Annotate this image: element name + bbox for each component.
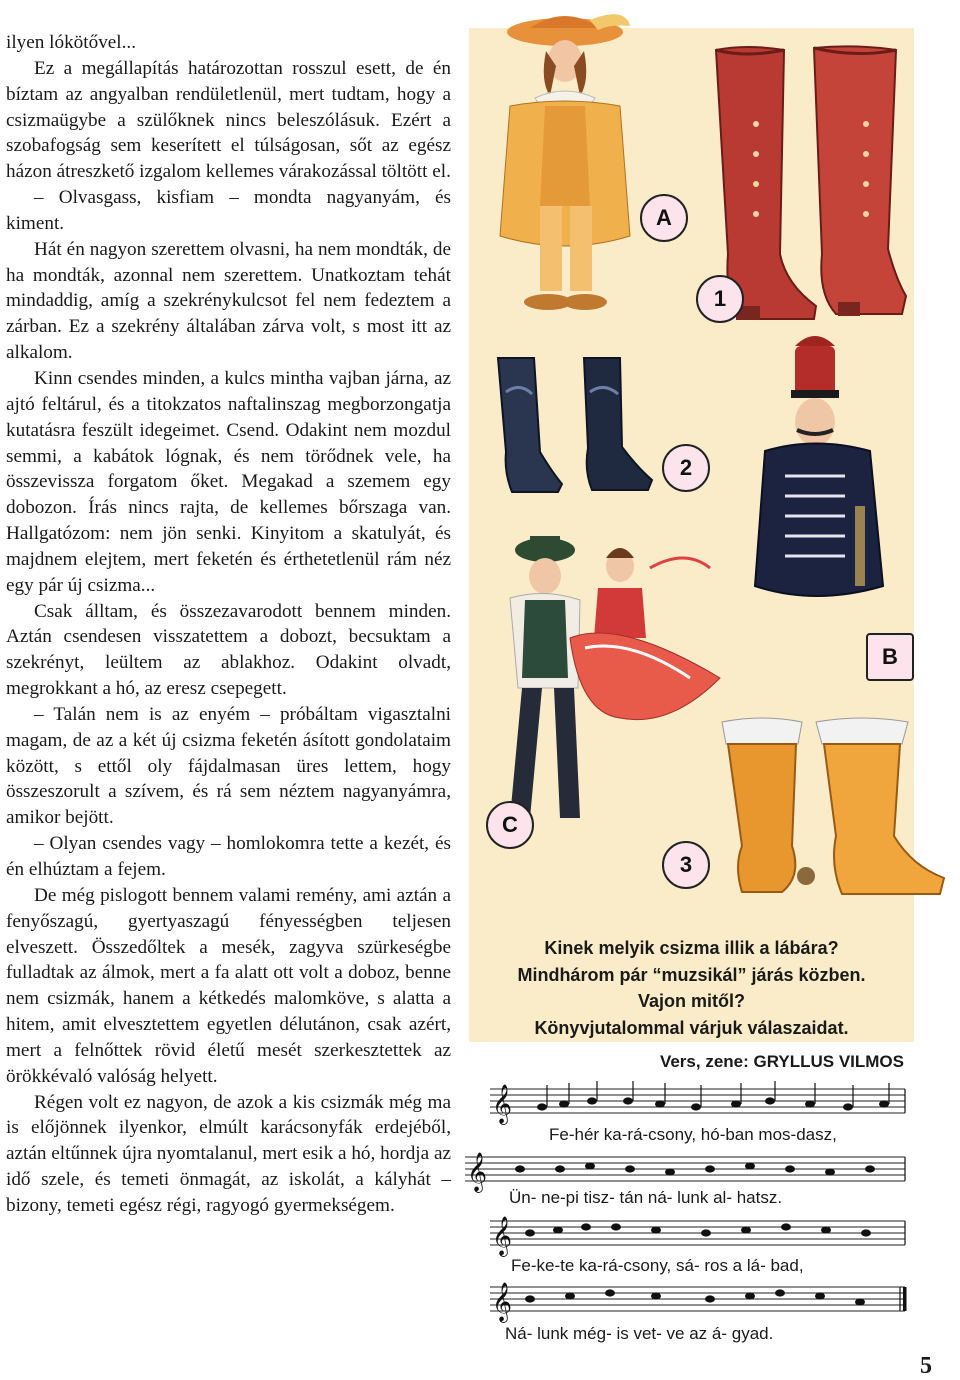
story-paragraph: Csak álltam, és összezavarodott bennem minden. Aztán csendesen visszatettem a dobozt, becsuktam a szekrényt, leültem az ablakhoz. Odakint olvadt, megrokkant a hó, az eresz csepegett. <box>6 600 451 700</box>
badge-one: 1 <box>696 275 744 323</box>
story-paragraph: – Talán nem is az enyém – próbáltam vigasztalni magam, de az a két új csizma feketén ásított gondolataim között, s ettől oly fájdalmasan üres lettem, hogy összeszorult a szívem, és rá sem néztem nagyanyámra, amikor bejött. <box>6 703 451 829</box>
story-paragraph: – Olyan csendes vagy – homlokomra tette a kezét, és én elhúztam a fejem. <box>6 833 451 880</box>
quiz-question <box>469 935 914 1041</box>
question-line: Könyvjutalommal várjuk válaszaidat. <box>534 1017 849 1038</box>
black-boots-illustration <box>492 352 662 497</box>
svg-text:𝄞: 𝄞 <box>492 1216 513 1256</box>
badge-b: B <box>866 633 914 681</box>
story-paragraph: ilyen lókötővel... <box>6 32 137 53</box>
svg-text:𝄞: 𝄞 <box>492 1282 513 1322</box>
story-paragraph: Kinn csendes minden, a kulcs mintha vajban járna, az ajtó feltárul, és a titokzatos naftalinszag megborzongatja kutatásra feszült idegeimet. Csend. Odakint nem mozdul semmi, a kabátok lógnak, és nem törődnek vele, ha összevissza forgatom őket. Megakad a szemem egy dobozon. Írás nincs rajta, de kellemes bőrszaga van. Hallgatózom: nem jön senki. Kinyitom a skatulyát, és majdnem elejtem, mert feketén és érthetetlenül rám néz egy pár új csizma... <box>6 367 451 596</box>
svg-text:𝄞: 𝄞 <box>492 1084 513 1124</box>
lyric-line: Ná- lunk még- is vet- ve az á- gyad. <box>505 1324 774 1343</box>
badge-two: 2 <box>662 444 710 492</box>
story-paragraph: De még pislogott bennem valami remény, ami aztán a fenyőszagú, gyertyaszagú fényességben teljesen elveszett. Összedőltek a mesék, zagyva szürkeségbe fulladtak az álmok, mert a fa alatt ott volt a doboz, benne nem csizmák, hanem a kétkedés malomköve, s alatta a hitem, amit elvesztettem egyetlen délutánon, csak azért, mert a felnőttek rövid életű mesét szerkesztettek az örökkévaló valóság helyett. <box>6 884 451 1087</box>
sheet-music <box>460 1075 920 1355</box>
yellow-boots-illustration <box>712 716 952 904</box>
story-paragraph: Hát én nagyon szerettem olvasni, ha nem mondták, de ha mondták, azonnal nem szerettem. Unatkoztam tehát mindaddig, amíg a szekrénykulcsot fel nem fedeztem a zárban. Ez a szekrény általában zárva volt, s most itt az alkalom. <box>6 238 451 364</box>
story-paragraph: Ez a megállapítás határozottan rosszul esett, de én bíztam az angyalban rendületlenül, mert tudtam, hogy a csizmaügybe a szülőknek nincs beleszólásuk. Ezért a szobafogság sem keserített el túlságosan, sőt az egész házon átreszkető izgalom kellemes várakozással töltött el. <box>6 57 451 183</box>
lyric-line: Fe-ke-te ka-rá-csony, sá- ros a lá- bad, <box>511 1256 804 1275</box>
badge-three: 3 <box>662 841 710 889</box>
question-line: Kinek melyik csizma illik a lábára? <box>544 938 839 958</box>
lyric-line: Ün- ne-pi tisz- tán ná- lunk al- hatsz. <box>509 1188 783 1207</box>
story-text <box>6 30 451 1219</box>
song-credit: Vers, zene: GRYLLUS VILMOS <box>659 1052 904 1071</box>
hussar-illustration <box>735 326 905 616</box>
dancers-illustration <box>470 528 730 834</box>
question-line: Mindhárom pár “muzsikál” járás közben. <box>517 964 866 985</box>
story-paragraph: Régen volt ez nagyon, de azok a kis csizmák még ma is előjönnek ilyenkor, elmúlt karácsonyfák erdejéből, aztán eltűnnek újra nyomtalanul, mert esik a hó, hordja az idő szele, és temeti önmagát, az iskolát, a kályhát – bizony, temeti egész régi, ragyogó gyermekségem. <box>6 1091 451 1216</box>
badge-c: C <box>486 801 534 849</box>
musketeer-illustration <box>490 6 640 318</box>
page-number: 5 <box>920 1353 932 1379</box>
badge-a: A <box>640 194 688 242</box>
lyric-line: Fe-hér ka-rá-csony, hó-ban mos-dasz, <box>549 1125 837 1144</box>
question-line: Vajon mitől? <box>637 991 745 1011</box>
svg-text:𝄞: 𝄞 <box>467 1152 488 1192</box>
story-paragraph: – Olvasgass, kisfiam – mondta nagyanyám, és kiment. <box>6 187 451 234</box>
